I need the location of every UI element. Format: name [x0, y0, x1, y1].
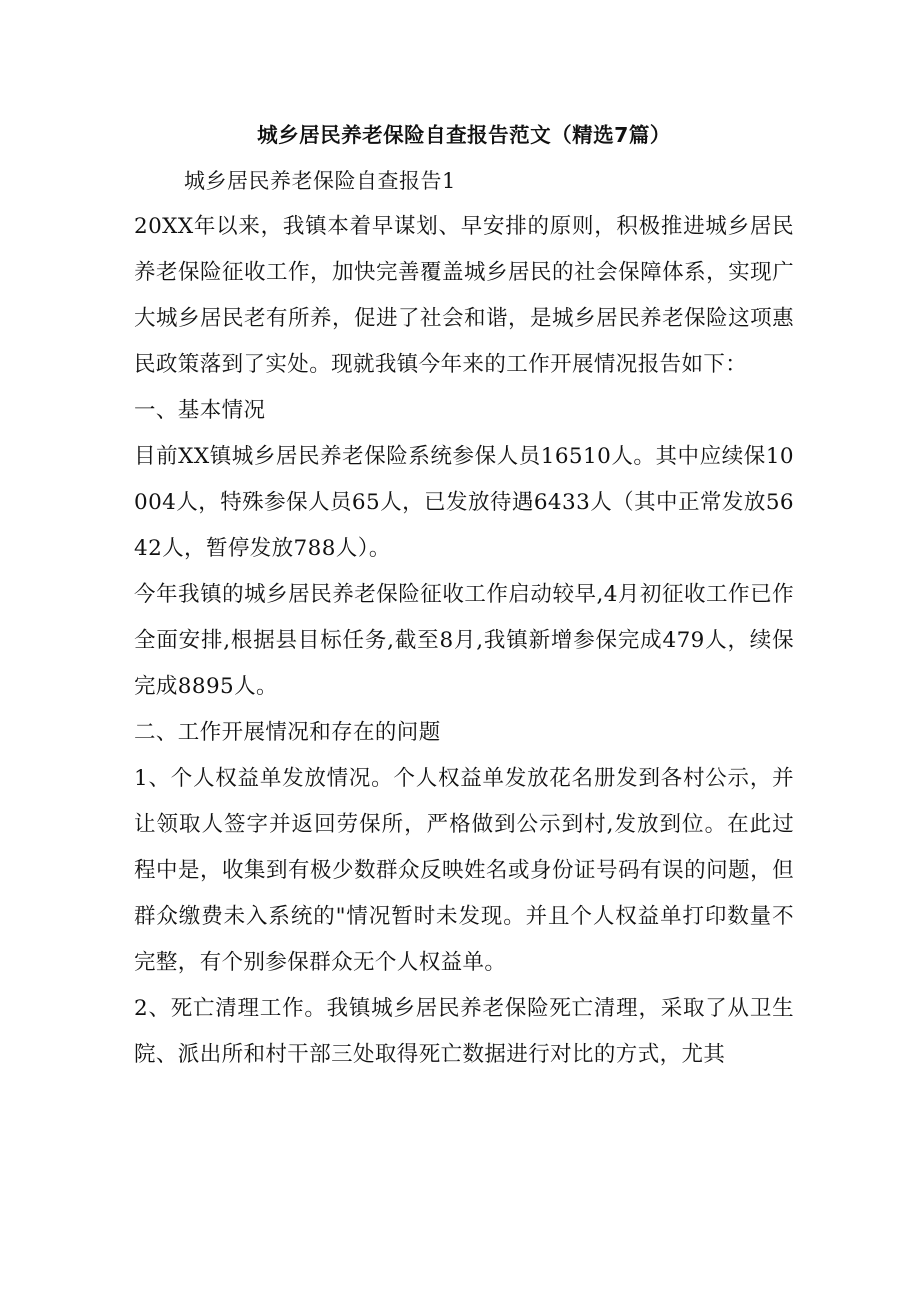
report-subtitle: 城乡居民养老保险自查报告1	[184, 169, 456, 193]
section-heading-work: 二、工作开展情况和存在的问题	[134, 720, 441, 745]
section-heading-basic: 一、基本情况	[134, 398, 266, 423]
intro-paragraph: 20XX年以来，我镇本着早谋划、早安排的原则，积极推进城乡居民养老保险征收工作，加快完善覆盖城乡居民的社会保障体系，实现广大城乡居民老有所养，促进了社会和谐，是城乡居民养老保险这项惠民政策落到了实处。现就我镇今年来的工作开展情况报告如下：	[134, 214, 794, 377]
collection-progress-paragraph: 今年我镇的城乡居民养老保险征收工作启动较早,4月初征收工作已作全面安排,根据县目标任务,截至8月,我镇新增参保完成479人，续保完成8895人。	[134, 582, 794, 699]
document-title: 城乡居民养老保险自查报告范文（精选7篇）	[257, 123, 671, 147]
document-body	[134, 112, 794, 1078]
work-item-equity-statement: 1、个人权益单发放情况。个人权益单发放花名册发到各村公示，并让领取人签字并返回劳保所，严格做到公示到村,发放到位。在此过程中是，收集到有极少数群众反映姓名或身份证号码有误的问题，但群众缴费未入系统的"情况暂时未发现。并且个人权益单打印数量不完整，有个别参保群众无个人权益单。	[134, 766, 794, 975]
work-item-death-clearance: 2、死亡清理工作。我镇城乡居民养老保险死亡清理，采取了从卫生院、派出所和村干部三处取得死亡数据进行对比的方式，尤其	[134, 996, 794, 1067]
basic-stats-paragraph: 目前XX镇城乡居民养老保险系统参保人员16510人。其中应续保10004人，特殊参保人员65人，已发放待遇6433人（其中正常发放5642人，暂停发放788人）。	[134, 444, 794, 561]
